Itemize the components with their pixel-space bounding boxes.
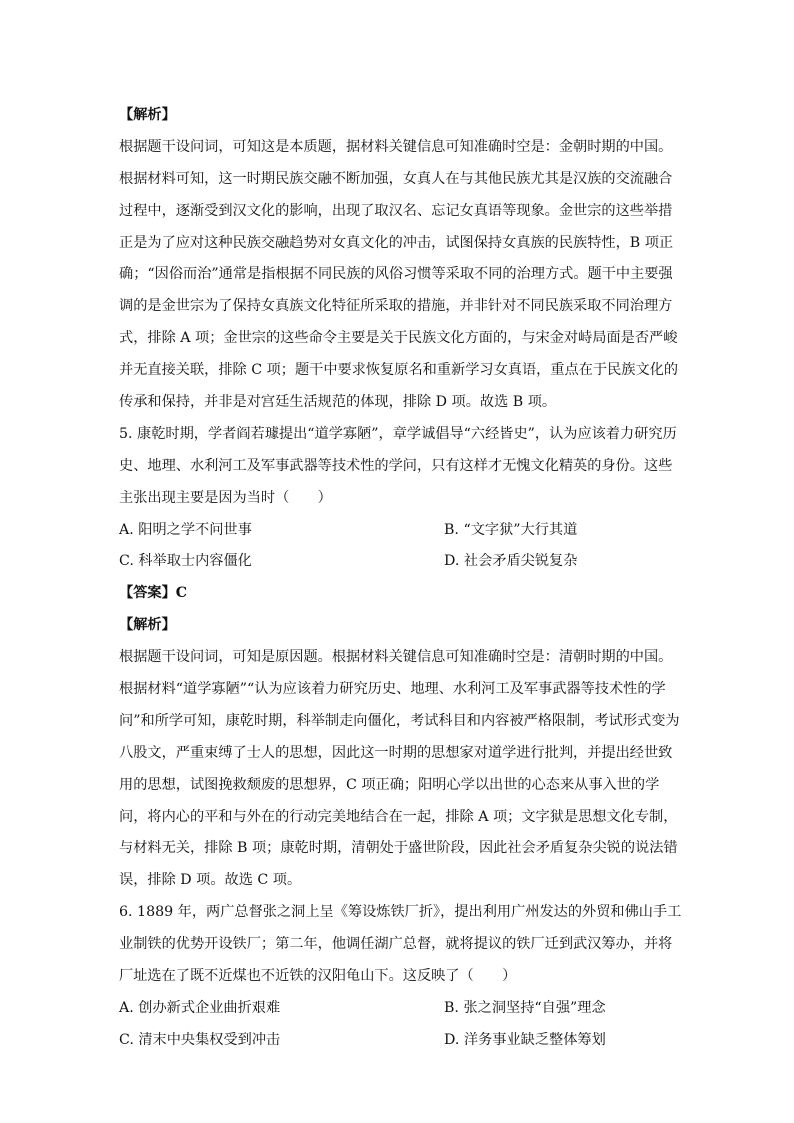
analysis-line: 根据题干设问词，可知这是本质题，据材料关键信息可知准确时空是：金朝时期的中国。 [119,138,673,155]
question-6-options-row-1 [119,993,679,1025]
question-5-options-row-2 [119,546,679,578]
analysis-line: 传承和保持，并非是对宫廷生活规范的体现，排除 D 项。故选 B 项。 [119,394,557,411]
question-5-stem: 主张出现主要是因为当时（ ） [119,489,332,506]
analysis-line: 误，排除 D 项。故选 C 项。 [119,872,302,889]
analysis-line: 根据题干设问词，可知是原因题。根据材料关键信息可知准确时空是：清朝时期的中国。 [119,649,673,666]
analysis-header: 【解析】 [119,107,176,123]
analysis-line: 与材料无关，排除 B 项；康乾时期，清朝处于盛世阶段，因此社会矛盾复杂尖锐的说法错 [119,840,678,857]
question-6-option-c: C. 清末中央集权受到冲击 [119,1031,281,1048]
analysis-header: 【解析】 [119,617,176,634]
analysis-line: 根据材料“道学寡陋”“认为应该着力研究历史、地理、水利河工及军事武器等技术性的学 [119,681,666,698]
question-5-stem: 5. 康乾时期，学者阎若璩提出“道学寡陋”，章学诚倡导“六经皆史”，认为应该着力研究历 [119,425,677,442]
analysis-line: 式，排除 A 项；金世宗的这些命令主要是关于民族文化方面的，与宋金对峙局面是否严峻 [119,330,678,347]
question-6-stem: 厂址选在了既不近煤也不近铁的汉阳龟山下。这反映了（ ） [119,968,517,985]
analysis-line: 问”和所学可知，康乾时期，科举制走向僵化，考试科目和内容被严格限制，考试形式变为 [119,712,680,729]
question-5-option-b: B. “文字狱”大行其道 [444,521,578,538]
question-5-option-c: C. 科举取士内容僵化 [119,553,252,570]
analysis-line: 正是为了应对这种民族交融趋势对女真文化的冲击，试图保持女真族的民族特性，B 项正 [119,234,674,251]
question-6-stem: 业制铁的优势开设铁厂；第二年，他调任湖广总督，就将提议的铁厂迁到武汉筹办，并将 [119,936,673,953]
analysis-line: 问，将内心的平和与外在的行动完美地结合在一起，排除 A 项；文字狱是思想文化专制， [119,808,678,825]
question-6-options-row-2 [119,1025,679,1057]
analysis-line: 并无直接关联，排除 C 项；题干中要求恢复原名和重新学习女真语，重点在于民族文化的 [119,362,679,379]
question-5-options-row-1 [119,515,679,547]
analysis-line: 八股文，严重束缚了士人的思想，因此这一时期的思想家对道学进行批判，并提出经世致 [119,744,673,761]
question-6-option-b: B. 张之洞坚持“自强”理念 [444,999,606,1016]
question-6-option-a: A. 创办新式企业曲折艰难 [119,999,281,1016]
question-5-option-d: D. 社会矛盾尖锐复杂 [444,553,578,570]
document-content [119,100,682,1057]
analysis-line: 调的是金世宗为了保持女真族文化特征所采取的措施，并非针对不同民族采取不同治理方 [119,298,673,315]
question-5-stem: 史、地理、水利河工及军事武器等技术性的学问，只有这样才无愧文化精英的身份。这些 [119,457,673,474]
analysis-line: 过程中，逐渐受到汉文化的影响，出现了取汉名、忘记女真语等现象。金世宗的这些举措 [119,202,673,219]
analysis-line: 用的思想，试图挽救颓废的思想界，C 项正确；阳明心学以出世的心态来从事入世的学 [119,776,660,793]
question-5-answer: 【答案】C [119,585,188,602]
analysis-line: 根据材料可知，这一时期民族交融不断加强，女真人在与其他民族尤其是汉族的交流融合 [119,170,673,187]
question-6-option-d: D. 洋务事业缺乏整体筹划 [444,1031,606,1048]
question-5-option-a: A. 阳明之学不问世事 [119,521,252,538]
analysis-line: 确；“因俗而治”通常是指根据不同民族的风俗习惯等采取不同的治理方式。题干中主要强 [119,266,673,283]
question-6-stem: 6. 1889 年，两广总督张之洞上呈《筹设炼铁厂折》，提出利用广州发达的外贸和佛山手工 [119,904,682,921]
